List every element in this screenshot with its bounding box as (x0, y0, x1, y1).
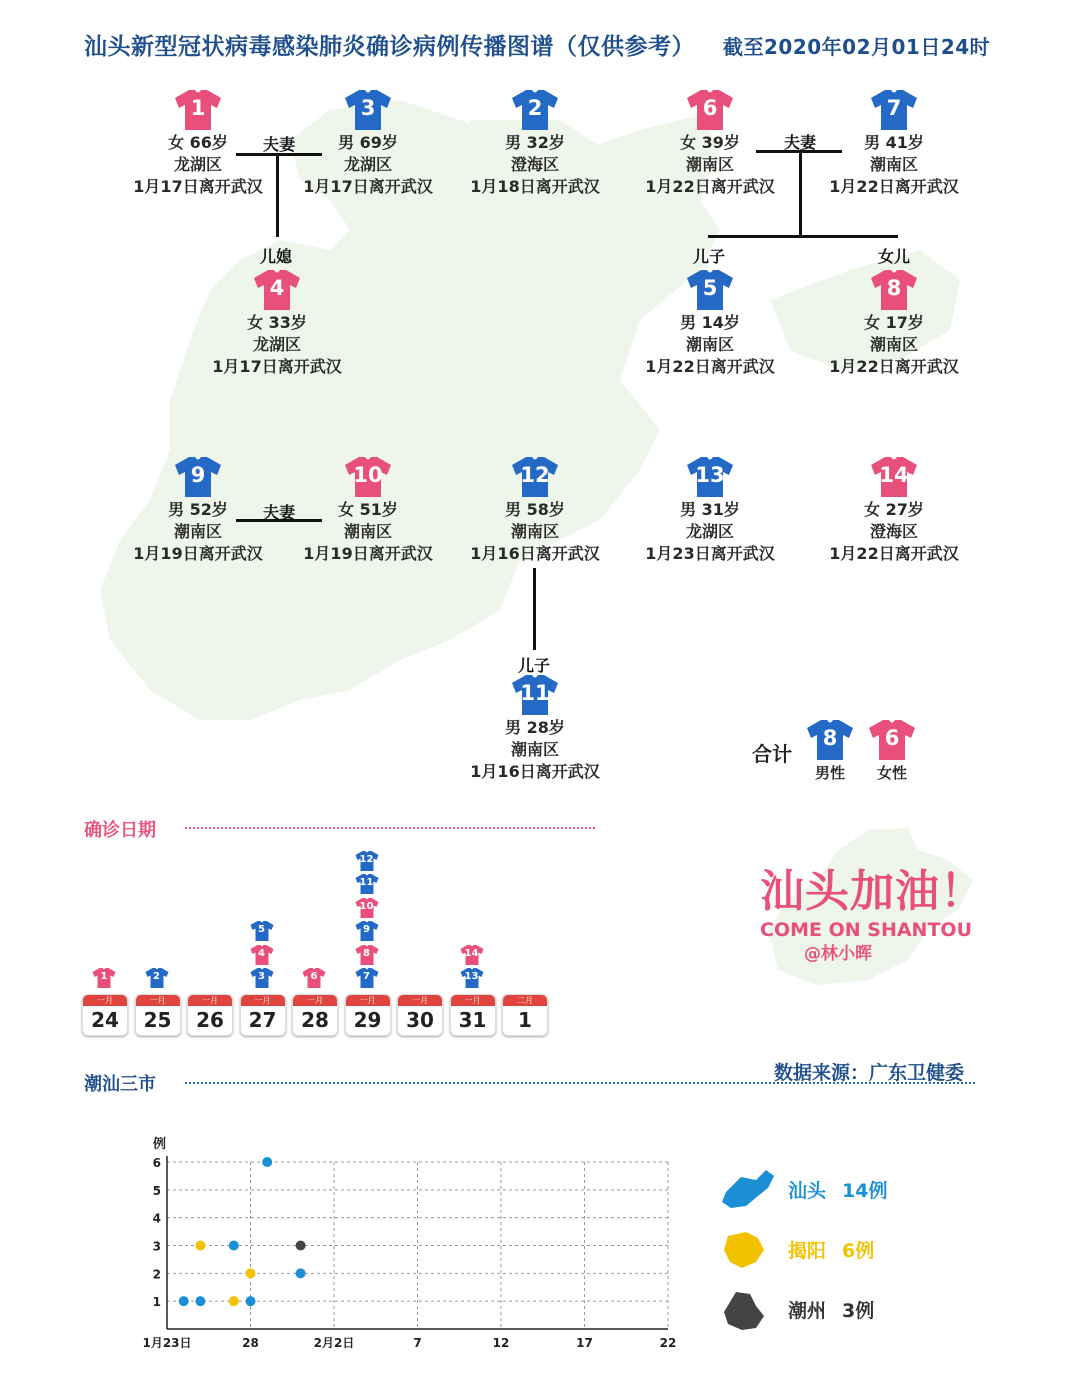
relation-couple-1-3: 夫妻 (263, 135, 296, 154)
case-district: 澄海区 (510, 155, 559, 174)
confirmed-case-7 (354, 967, 380, 989)
case-number: 12 (520, 463, 550, 487)
case-district: 龙湖区 (173, 155, 222, 174)
female-shirt-icon (685, 88, 735, 132)
female-shirt-icon (343, 455, 393, 499)
x-tick-label: 22 (659, 1336, 677, 1350)
case-age: 男 69岁 (338, 133, 398, 152)
calendar-day-30 (397, 994, 443, 1036)
calendar-day-31 (450, 994, 496, 1036)
case-age: 男 41岁 (864, 133, 924, 152)
data-point (262, 1157, 272, 1167)
legend-city-total: 3例 (842, 1300, 875, 1322)
calendar-day-25 (135, 994, 181, 1036)
case-departure: 1月22日离开武汉 (829, 544, 959, 563)
chaoshan-section-title: 潮汕三市 (84, 1074, 156, 1095)
case-district: 潮南区 (869, 155, 918, 174)
line-family-children (708, 235, 898, 238)
case-number: 6 (310, 971, 318, 982)
case-age: 女 51岁 (338, 500, 398, 519)
case-number: 5 (258, 924, 265, 935)
calendar-month: 一月 (293, 995, 337, 1006)
case-departure: 1月22日离开武汉 (829, 177, 959, 196)
relation-son-11: 儿子 (518, 656, 551, 675)
case-departure: 1月17日离开武汉 (303, 177, 433, 196)
calendar-date: 24 (91, 1008, 119, 1032)
calendar-month: 一月 (451, 995, 495, 1006)
confirmed-case-2 (144, 967, 170, 989)
calendar-month: 二月 (503, 995, 547, 1006)
case-departure: 1月23日离开武汉 (645, 544, 775, 563)
calendar-date: 26 (196, 1008, 224, 1032)
slogan-block (760, 866, 985, 966)
case-age: 女 39岁 (680, 133, 740, 152)
case-3 (278, 88, 458, 198)
chaoshan-scatter-chart (130, 1128, 700, 1358)
case-district: 潮南区 (510, 522, 559, 541)
case-departure: 1月22日离开武汉 (645, 177, 775, 196)
case-10 (278, 455, 458, 565)
calendar-month: 一月 (83, 995, 127, 1006)
case-number: 14 (879, 463, 909, 487)
calendar-date: 31 (458, 1008, 487, 1032)
calendar-date: 25 (143, 1008, 172, 1032)
y-tick-label: 1 (152, 1295, 161, 1310)
chaoshan-section-divider (185, 1082, 975, 1084)
case-5 (620, 268, 800, 378)
x-tick-label: 2月2日 (313, 1336, 355, 1350)
case-number: 11 (359, 877, 374, 888)
x-tick-label: 28 (242, 1336, 259, 1350)
case-departure: 1月19日离开武汉 (133, 544, 263, 563)
case-1 (108, 88, 288, 198)
case-number: 11 (520, 681, 550, 705)
case-number: 3 (360, 96, 376, 120)
confirmed-case-11 (354, 873, 380, 895)
data-point (296, 1241, 306, 1251)
case-number: 13 (695, 463, 725, 487)
case-number: 1 (100, 971, 108, 982)
confirmed-case-10 (354, 897, 380, 919)
case-number: 7 (886, 96, 902, 120)
male-shirt-icon (173, 455, 223, 499)
x-tick-label: 17 (576, 1336, 593, 1350)
calendar-month: 一月 (136, 995, 180, 1006)
data-point (246, 1296, 256, 1306)
case-number: 9 (190, 463, 206, 487)
calendar-month: 一月 (398, 995, 442, 1006)
confirmed-case-14 (459, 944, 485, 966)
case-number: 14 (464, 947, 479, 959)
x-tick-label: 1月23日 (142, 1336, 192, 1350)
case-11 (445, 673, 625, 783)
case-7 (804, 88, 984, 198)
case-district: 潮南区 (173, 522, 222, 541)
legend-map-icon (716, 1222, 776, 1276)
case-number: 1 (190, 96, 206, 120)
confirmed-case-5 (249, 920, 275, 942)
male-shirt-icon (685, 455, 735, 499)
relation-couple-9-10: 夫妻 (263, 503, 296, 522)
case-number: 13 (464, 971, 479, 982)
legend-map-icon (716, 1282, 776, 1336)
case-9 (108, 455, 288, 565)
case-number: 7 (363, 971, 370, 982)
female-shirt-icon (867, 718, 917, 762)
y-tick-label: 4 (152, 1211, 161, 1226)
confirmed-case-8 (354, 944, 380, 966)
calendar-month: 一月 (346, 995, 390, 1006)
case-number: 2 (527, 96, 543, 120)
male-shirt-icon (510, 455, 560, 499)
case-age: 女 33岁 (247, 313, 307, 332)
case-number: 9 (363, 924, 370, 935)
slogan-cn: 汕头加油！ (760, 866, 985, 917)
calendar-day-26 (187, 994, 233, 1036)
calendar-day-28 (292, 994, 338, 1036)
calendar-date: 29 (353, 1008, 382, 1032)
case-departure: 1月22日离开武汉 (829, 357, 959, 376)
y-tick-label: 2 (152, 1267, 161, 1282)
confirmed-case-13 (459, 967, 485, 989)
male-shirt-icon (343, 88, 393, 132)
slogan-author: @林小晖 (804, 944, 872, 964)
case-district: 潮南区 (510, 740, 559, 759)
y-axis-label: 例 (153, 1137, 167, 1152)
confirm-section-divider (185, 827, 595, 829)
case-departure: 1月17日离开武汉 (133, 177, 263, 196)
total-count: 8 (822, 726, 838, 750)
case-district: 潮南区 (685, 335, 734, 354)
case-12 (445, 455, 625, 565)
line-family-6-7-down (799, 150, 802, 238)
case-2 (445, 88, 625, 198)
case-number: 6 (702, 96, 718, 120)
data-point (246, 1268, 256, 1278)
legend-city-name: 揭阳 (788, 1240, 827, 1262)
case-age: 男 52岁 (168, 500, 228, 519)
case-departure: 1月22日离开武汉 (645, 357, 775, 376)
case-8 (804, 268, 984, 378)
male-shirt-icon (510, 673, 560, 717)
x-tick-label: 7 (413, 1336, 422, 1350)
case-number: 10 (359, 900, 374, 912)
data-source: 数据来源：广东卫健委 (774, 1062, 965, 1084)
calendar-month: 一月 (188, 995, 232, 1006)
case-age: 男 14岁 (680, 313, 740, 332)
relation-daughter-in-law: 儿媳 (260, 247, 293, 266)
case-number: 4 (258, 947, 265, 959)
case-number: 3 (258, 971, 265, 982)
female-shirt-icon (869, 268, 919, 312)
case-13 (620, 455, 800, 565)
confirmed-case-1 (91, 967, 117, 989)
slogan-en: COME ON SHANTOU (760, 919, 972, 941)
calendar-date: 28 (301, 1008, 329, 1032)
case-district: 潮南区 (685, 155, 734, 174)
calendar-date: 1 (518, 1008, 532, 1032)
x-tick-label: 12 (492, 1336, 510, 1350)
data-point (195, 1241, 205, 1251)
line-to-case-4 (276, 153, 279, 237)
data-point (195, 1296, 205, 1306)
case-14 (804, 455, 984, 565)
data-point (296, 1268, 306, 1278)
female-shirt-icon (252, 268, 302, 312)
case-district: 龙湖区 (685, 522, 734, 541)
case-number: 5 (702, 276, 718, 300)
confirm-section-title: 确诊日期 (84, 820, 156, 841)
case-age: 女 17岁 (864, 313, 924, 332)
case-number: 12 (359, 853, 374, 865)
case-district: 潮南区 (869, 335, 918, 354)
case-number: 8 (886, 276, 902, 300)
male-shirt-icon (685, 268, 735, 312)
legend-city-name: 潮州 (788, 1300, 827, 1322)
totals-label: 合计 (752, 742, 792, 766)
calendar-date: 30 (406, 1008, 434, 1032)
female-shirt-icon (869, 455, 919, 499)
case-district: 澄海区 (869, 522, 918, 541)
legend-city-total: 6例 (842, 1240, 875, 1262)
case-age: 女 27岁 (864, 500, 924, 519)
data-point (229, 1296, 239, 1306)
case-4 (187, 268, 367, 378)
confirmed-case-6 (301, 967, 327, 989)
case-district: 潮南区 (343, 522, 392, 541)
calendar-day-29 (345, 994, 391, 1036)
y-tick-label: 5 (152, 1183, 161, 1198)
confirmed-case-12 (354, 850, 380, 872)
relation-daughter-8: 女儿 (878, 247, 911, 266)
confirmed-case-9 (354, 920, 380, 942)
case-age: 男 32岁 (505, 133, 565, 152)
case-district: 龙湖区 (343, 155, 392, 174)
case-number: 8 (363, 947, 370, 959)
legend-city-name: 汕头 (788, 1180, 827, 1202)
case-departure: 1月19日离开武汉 (303, 544, 433, 563)
case-district: 龙湖区 (252, 335, 301, 354)
confirmed-case-4 (249, 944, 275, 966)
data-point (179, 1296, 189, 1306)
case-age: 男 58岁 (505, 500, 565, 519)
case-age: 男 28岁 (505, 718, 565, 737)
calendar-day-24 (82, 994, 128, 1036)
page-title: 汕头新型冠状病毒感染肺炎确诊病例传播图谱（仅供参考） 截至2020年02月01日24时 (84, 34, 991, 60)
calendar-day-1 (502, 994, 548, 1036)
case-age: 男 31岁 (680, 500, 740, 519)
relation-couple-6-7: 夫妻 (784, 133, 817, 152)
case-age: 女 66岁 (168, 133, 228, 152)
total-female: 6 女性 (802, 718, 982, 784)
male-shirt-icon (510, 88, 560, 132)
data-point (229, 1241, 239, 1251)
male-shirt-icon (869, 88, 919, 132)
calendar-day-27 (240, 994, 286, 1036)
y-tick-label: 6 (152, 1156, 161, 1170)
y-tick-label: 3 (152, 1239, 161, 1254)
case-number: 10 (353, 463, 383, 487)
as-of-date: 截至2020年02月01日24时 (723, 35, 991, 59)
case-6 (620, 88, 800, 198)
relation-son-5: 儿子 (693, 247, 726, 266)
legend-map-icon (716, 1162, 776, 1216)
case-number: 2 (153, 971, 160, 982)
case-departure: 1月16日离开武汉 (470, 762, 600, 781)
total-count: 6 (884, 726, 900, 750)
female-shirt-icon (173, 88, 223, 132)
case-number: 4 (269, 276, 285, 300)
calendar-date: 27 (248, 1008, 277, 1032)
case-departure: 1月17日离开武汉 (212, 357, 342, 376)
legend-city-total: 14例 (842, 1180, 888, 1202)
case-departure: 1月18日离开武汉 (470, 177, 600, 196)
total-male: 8 男性 (740, 718, 920, 784)
calendar-month: 一月 (241, 995, 285, 1006)
case-departure: 1月16日离开武汉 (470, 544, 600, 563)
line-12-to-11 (533, 568, 536, 650)
confirmed-case-3 (249, 967, 275, 989)
